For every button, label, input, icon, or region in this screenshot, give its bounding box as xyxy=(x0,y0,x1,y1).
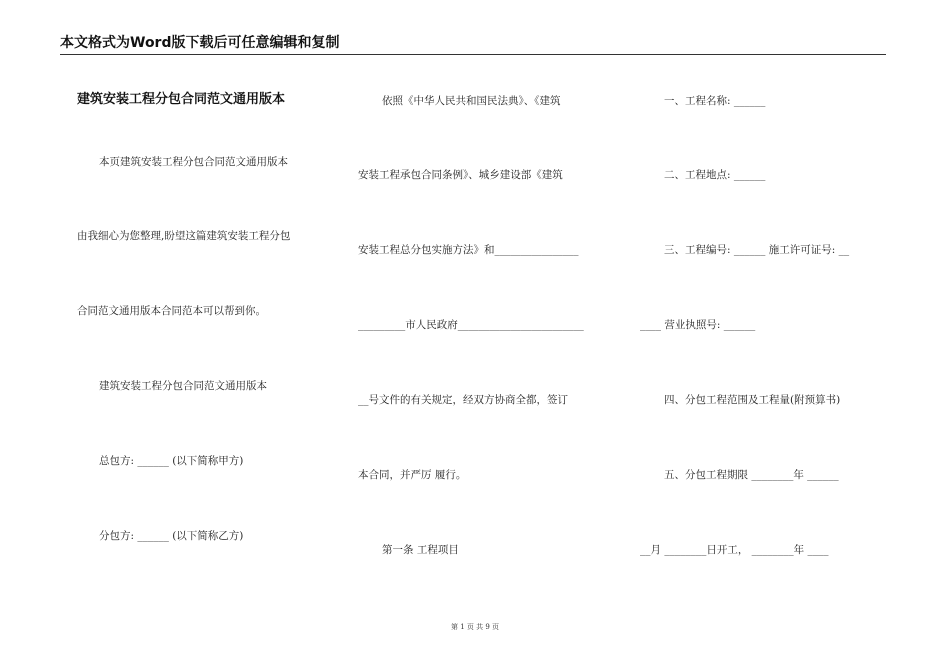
form-line: ____ 营业执照号: ______ xyxy=(640,319,756,331)
paragraph-line: 安装工程总分包实施方法》和________________ xyxy=(358,244,579,256)
form-line: 三、工程编号: ______ 施工许可证号: __ xyxy=(664,244,850,256)
form-line: 一、工程名称: ______ xyxy=(664,95,766,107)
document-title: 建筑安装工程分包合同范文通用版本 xyxy=(77,92,286,107)
paragraph-line: 合同范文通用版本合同范本可以帮到你。 xyxy=(77,305,266,317)
page-number: 第 1 页 共 9 页 xyxy=(450,623,500,631)
paragraph-line: 本合同，并严厉 履行。 xyxy=(358,469,467,481)
section-heading: 第一条 工程项目 xyxy=(382,544,459,556)
form-line: __月 ________日开工， ________年 ____ xyxy=(640,544,829,556)
paragraph-line: _________市人民政府________________________ xyxy=(358,319,584,331)
paragraph-line: 依照《中华人民共和国民法典》、《建筑 xyxy=(382,95,561,107)
form-line: 五、分包工程期限 ________年 ______ xyxy=(664,469,839,481)
paragraph-line: 安装工程承包合同条例》、城乡建设部《建筑 xyxy=(358,169,563,181)
paragraph-line: 总包方: ______ (以下简称甲方) xyxy=(99,455,244,467)
paragraph-line: 本页建筑安装工程分包合同范文通用版本 xyxy=(99,156,288,168)
paragraph-line: 由我细心为您整理,盼望这篇建筑安装工程分包 xyxy=(77,230,291,242)
paragraph-line: __号文件的有关规定，经双方协商全都，签订 xyxy=(358,394,568,406)
form-line: 四、分包工程范围及工程量(附预算书) xyxy=(664,394,841,406)
form-line: 二、工程地点: ______ xyxy=(664,169,766,181)
document-banner: 本文格式为Word版下载后可任意编辑和复制 xyxy=(60,34,886,55)
paragraph-line: 建筑安装工程分包合同范文通用版本 xyxy=(99,380,267,392)
paragraph-line: 分包方: ______ (以下简称乙方) xyxy=(99,530,244,542)
